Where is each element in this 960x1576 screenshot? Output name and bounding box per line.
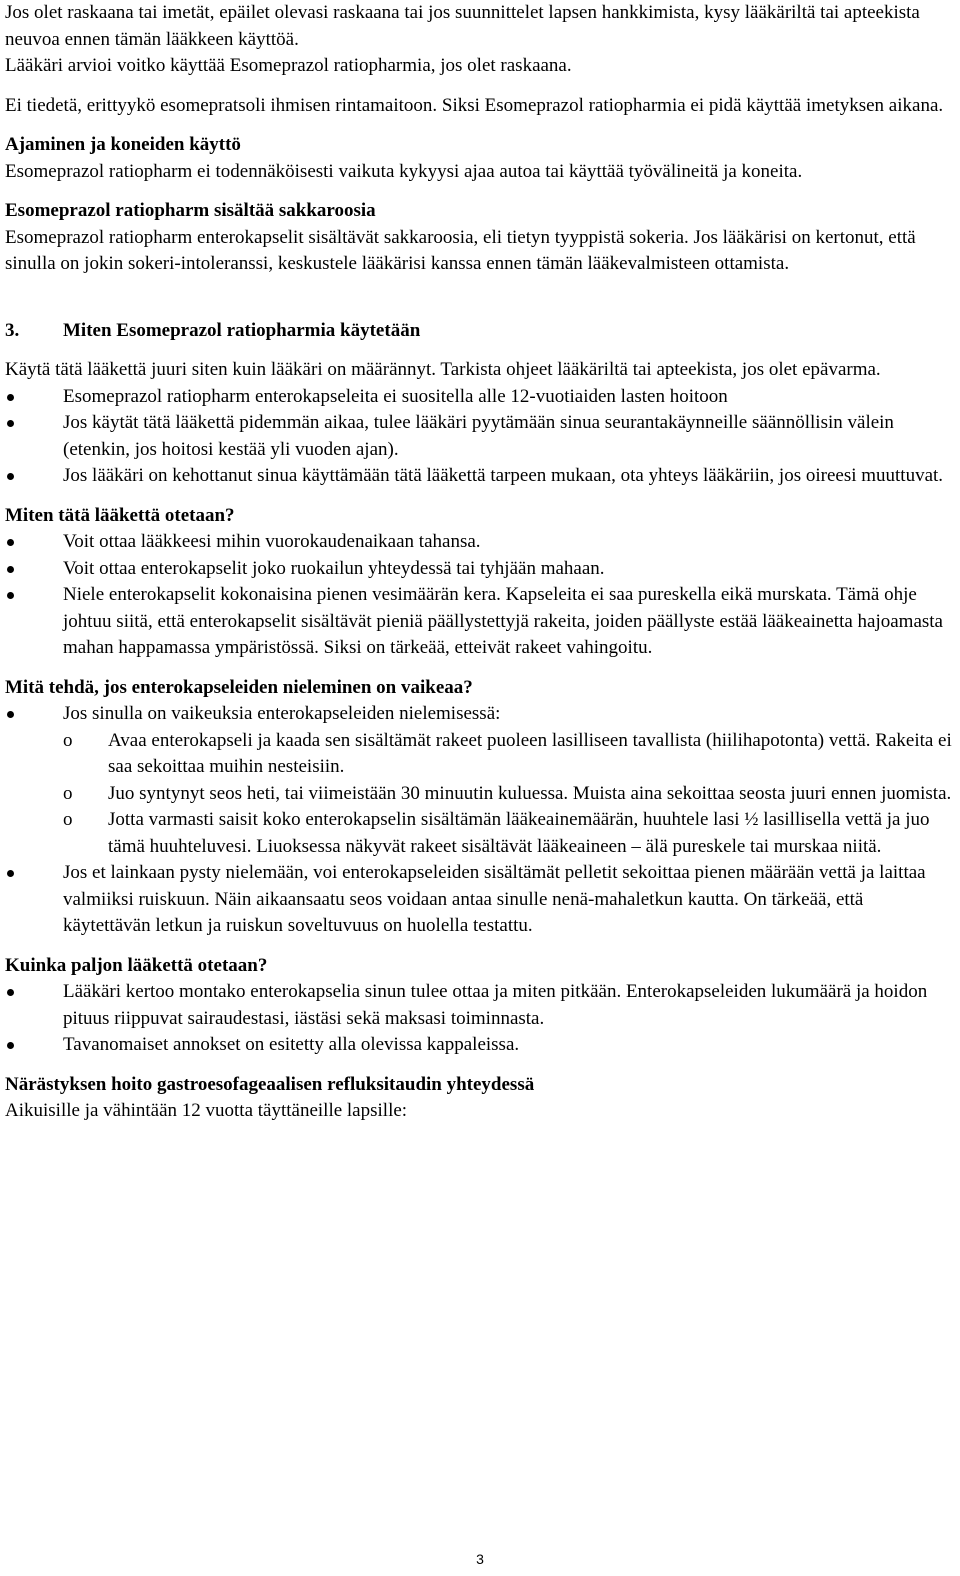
sub-bullet-marker: o [63,782,73,804]
list-item: Jos käytät tätä lääkettä pidemmän aikaa, tulee lääkäri pyytämään sinua seurantakäynneille säännöllisin välein (etenkin, jos hoitosi kestää yli vuoden ajan). [5,410,955,463]
sub-bullet-marker: o [63,809,73,830]
list-item: Jos sinulla on vaikeuksia enterokapseleiden nielemisessä: [5,701,955,728]
bullet-icon [5,556,63,583]
list-item: Lääkäri kertoo montako enterokapselia sinun tulee ottaa ja miten pitkään. Enterokapseleiden lukumäärä ja hoidon pituus riippuvat sairaudestasi, iästäsi sekä maksasi toiminnasta. [5,979,955,1032]
bullet-icon [5,701,63,728]
bullet-icon [5,384,63,411]
reflux-heading: Närästyksen hoito gastroesofageaalisen refluksitaudin yhteydessä [5,1073,535,1095]
page-number: 3 [476,1551,484,1567]
bullet-icon [5,1032,63,1059]
list-item: Voit ottaa lääkkeesi mihin vuorokaudenaikaan tahansa. [5,529,955,556]
section-title: Miten Esomeprazol ratiopharmia käytetään [63,319,421,341]
list-item: Esomeprazol ratiopharm enterokapseleita ei suositella alle 12-vuotiaiden lasten hoitoon [5,384,955,411]
swallow-heading: Mitä tehdä, jos enterokapseleiden nieleminen on vaikeaa? [5,676,473,698]
sub-bullet-marker: o [63,729,73,751]
list-item: Tavanomaiset annokset on esitetty alla olevissa kappaleissa. [5,1032,955,1059]
bullet-icon [5,860,63,940]
driving-text: Esomeprazol ratiopharm ei todennäköisesti vaikuta kykyysi ajaa autoa tai käyttää työvälineitä ja koneita. [5,160,803,182]
list-item: Jos et lainkaan pysty nielemään, voi enterokapseleiden sisältämät pelletit sekoittaa pienen määrään vettä ja laittaa valmiiksi ruiskuun. Näin aikaansaatu seos voidaan antaa sinulle nenä-mahaletkun kautta. On tärkeää, että käytettävän letkun ja ruiskun soveltuvuus on huolella testattu. [5,860,955,940]
bullet-icon [5,979,63,1032]
sucrose-text: Esomeprazol ratiopharm enterokapselit sisältävät sakkaroosia, eli tietyn tyyppistä sokeria. Jos lääkärisi on kertonut, että sinulla on jokin sokeri-intoleranssi, keskustele lääkärisi kanssa ennen tämän lääkevalmisteen ottamista. [5,226,916,274]
section-number: 3. [5,319,20,341]
intro-paragraph-doctor: Lääkäri arvioi voitko käyttää Esomeprazol ratiopharmia, jos olet raskaana. [5,55,572,76]
section-3-heading [5,318,955,345]
sub-list-item: o Juo syntynyt seos heti, tai viimeistään 30 minuutin kuluessa. Muista aina sekoittaa seosta juuri ennen juomista. [5,781,955,808]
sub-list-item: o Jotta varmasti saisit koko enterokapselin sisältämän lääkeainemäärän, huuhtele lasi ½ lasillisella vettä ja juo tämä huuhteluvesi. Liuoksessa näkyvät rakeet sisältävät lääkeaineen – älä pureskele tai murskaa niitä. [5,807,955,860]
bullet-icon [5,529,63,556]
intro-paragraph-pregnancy: Jos olet raskaana tai imetät, epäilet olevasi raskaana tai jos suunnittelet lapsen hankkimista, kysy lääkäriltä tai apteekista neuvoa ennen tämän lääkkeen käyttöä. [5,2,920,50]
reflux-text: Aikuisille ja vähintään 12 vuotta täyttäneille lapsille: [5,1100,408,1121]
dose-heading: Kuinka paljon lääkettä otetaan? [5,954,268,976]
bullet-icon [5,463,63,490]
document-page [5,0,955,1125]
section-3-intro: Käytä tätä lääkettä juuri siten kuin lääkäri on määrännyt. Tarkista ohjeet lääkäriltä tai apteekista, jos olet epävarma. [5,359,881,380]
list-item: Niele enterokapselit kokonaisina pienen vesimäärän kera. Kapseleita ei saa pureskella eikä murskata. Tämä ohje johtuu siitä, että enterokapselit sisältävät pieniä päällystettyjä rakeita, joiden päällyste estää lääkeainetta hajoamasta mahan happamassa ympäristössä. Siksi on tärkeää, etteivät rakeet vahingoitu. [5,582,955,662]
sub-list-item: o Avaa enterokapseli ja kaada sen sisältämät rakeet puoleen lasilliseen tavallista (hiilihapotonta) vettä. Rakeita ei saa sekoittaa muihin nesteisiin. [5,728,955,781]
sucrose-heading: Esomeprazol ratiopharm sisältää sakkaroosia [5,200,376,221]
intro-paragraph-breastfeeding: Ei tiedetä, erittyykö esomepratsoli ihmisen rintamaitoon. Siksi Esomeprazol ratiopharmia ei pidä käyttää imetyksen aikana. [5,94,944,116]
howto-heading: Miten tätä lääkettä otetaan? [5,504,235,526]
driving-heading: Ajaminen ja koneiden käyttö [5,134,241,155]
list-item: Voit ottaa enterokapselit joko ruokailun yhteydessä tai tyhjään mahaan. [5,556,955,583]
bullet-icon [5,582,63,662]
list-item: Jos lääkäri on kehottanut sinua käyttämään tätä lääkettä tarpeen mukaan, ota yhteys lääkäriin, jos oireesi muuttuvat. [5,463,955,490]
bullet-icon [5,410,63,463]
